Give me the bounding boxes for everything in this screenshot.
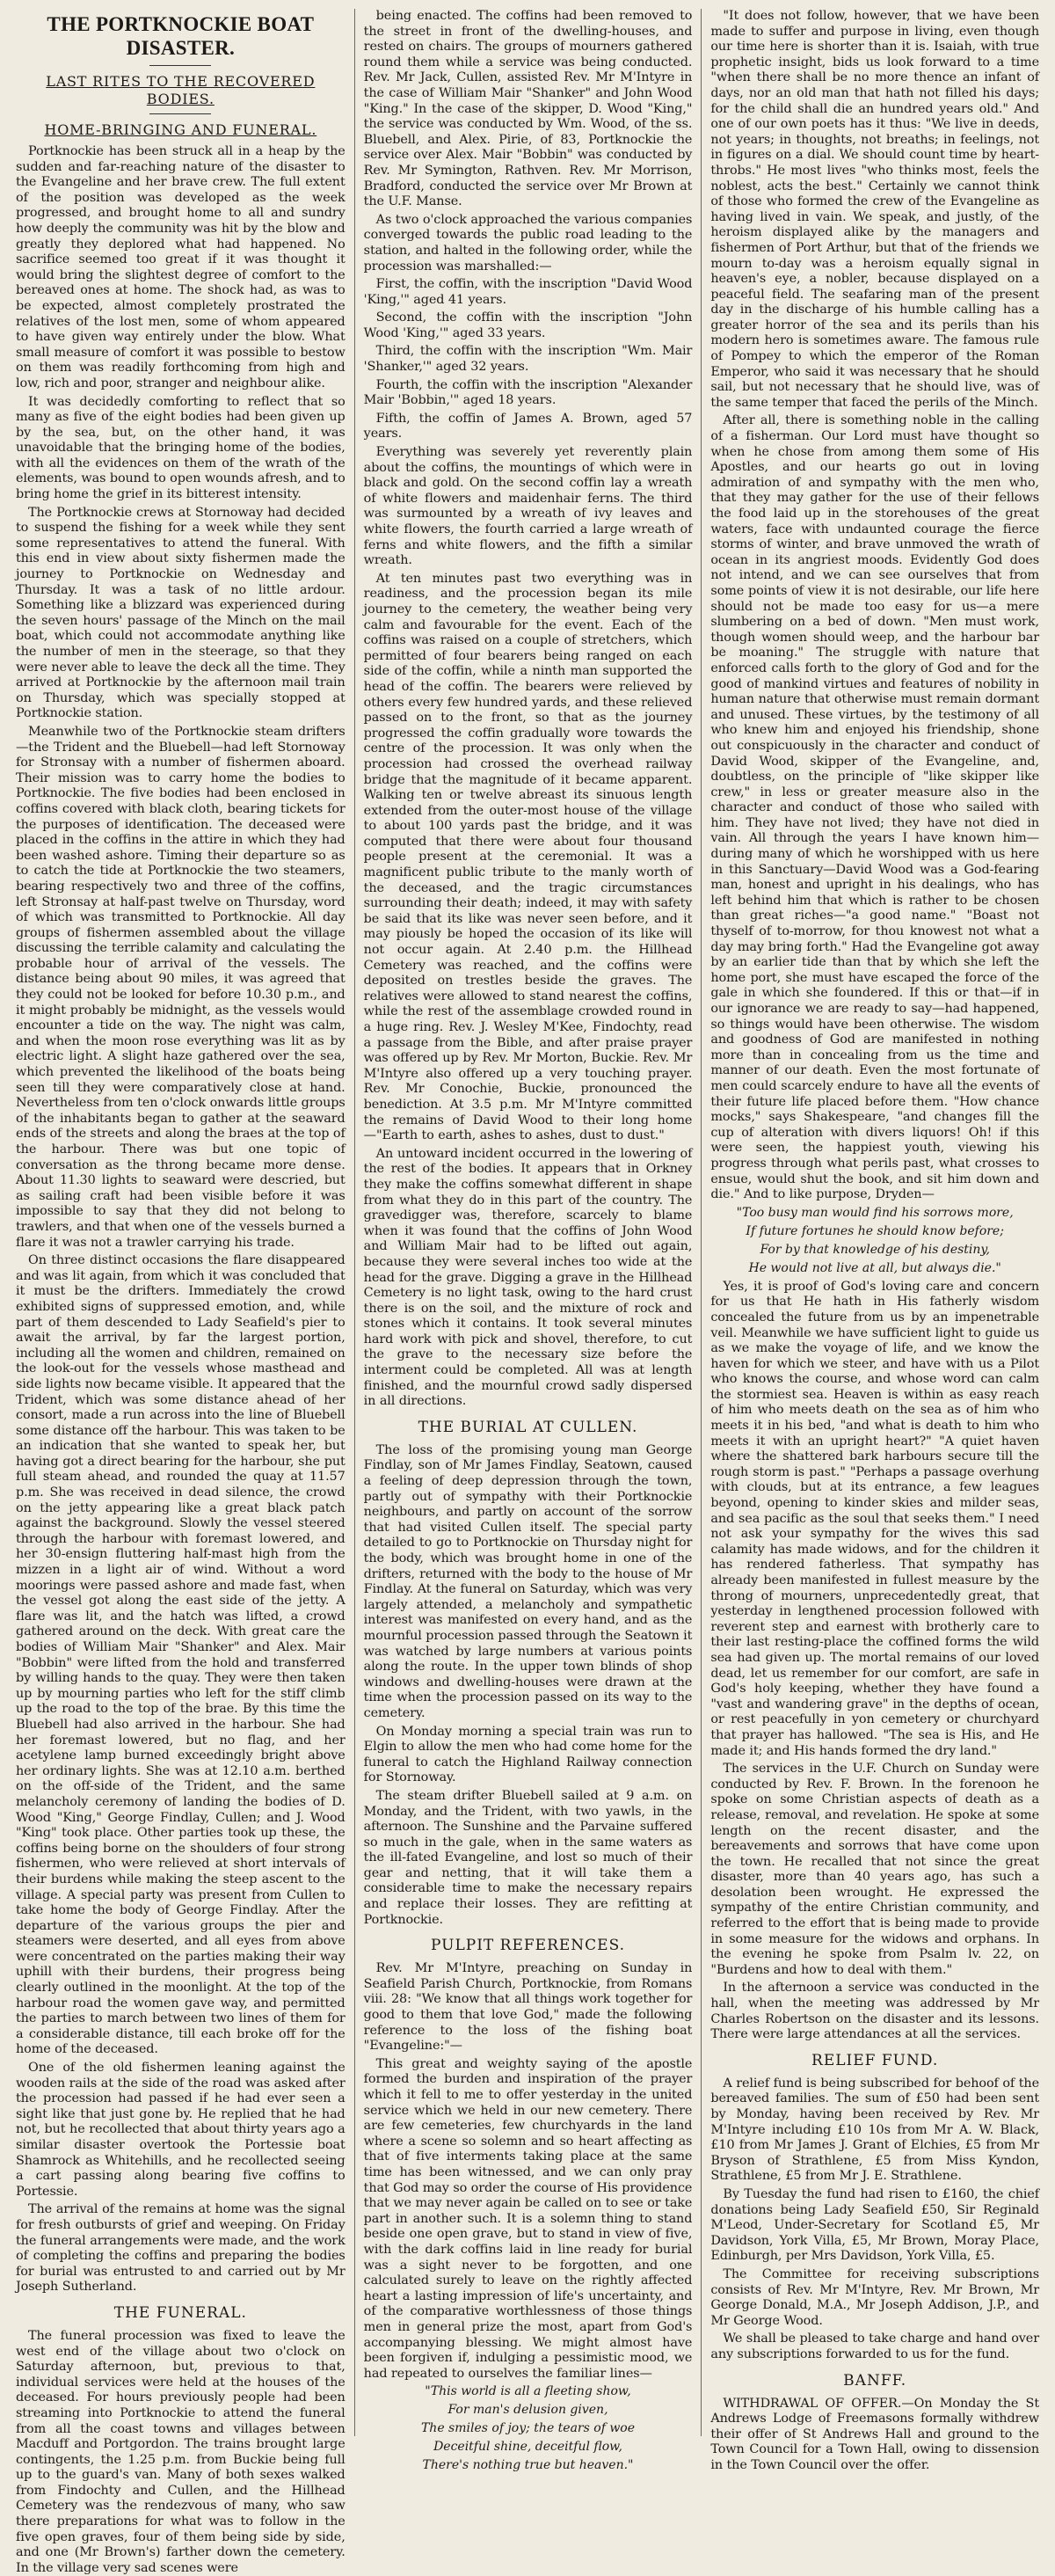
column-3	[701, 9, 1048, 2472]
paragraph: Portknockie has been struck all in a heap by the sudden and far-reaching nature of the disaster to the Evangeline and her brave crew. The full extent of the position was developed as the week progressed, and brought home to all and sundry how deeply the community was hit by the blow and greatly they deplored what had happened. No sacrifice seemed too great if it was thought it would bring the slightest degree of comfort to the bereaved ones at home. The shock had, as was to be expected, almost completely prostrated the relatives of the lost men, some of whom appeared to have given way entirely under the blow. What small measure of comfort it was possible to bestow on them was readily forthcoming from high and low, rich and poor, stranger and neighbour alike.	[16, 144, 346, 390]
paragraph: being enacted. The coffins had been removed to the street in front of the dwelling-houses, and rested on chairs. The groups of mourners gathered round them while a service was being conducted. Rev. Mr Jack, Cullen, assisted Rev. Mr M'Intyre in the case of William Mair "Shanker" and John Wood "King." In the case of the skipper, D. Wood "King," the service was conducted by Wm. Wood, of the ss. Bluebell, and Alex. Pirie, of 83, Portknockie the service over Alex. Mair "Bobbin" was conducted by Rev. Mr Symington, Rathven. Rev. Mr Morrison, Bradford, conducted the service over Mr Brown at the U.F. Manse.	[363, 9, 693, 209]
paragraph: The steam drifter Bluebell sailed at 9 a.m. on Monday, and the Trident, with two yawls, in the afternoon. The Sunshine and the Parvaine suffered so much in the gale, when in the same waters as the ill-fated Evangeline, and lost so much of their gear and netting, that it will take them a considerable time to make the necessary repairs and replace their losses. They are refitting at Portknockie.	[363, 1788, 693, 1927]
paragraph: The funeral procession was fixed to leave the west end of the village about two o'clock on Saturday afternoon, but, previous to that, individual services were held at the houses of the deceased. For hours previously people had been streaming into Portknockie to attend the funeral from all the coast towns and villages between Macduff and Portgordon. The trains brought large contingents, the 1.25 p.m. from Buckie being full up to the guard's van. Many of both sexes walked from Findochty and Cullen, and the Hillhead Cemetery was the rendezvous of many, who saw there preparations for what was to follow in the five open graves, four of them being side by side, and one (Mr Brown's) farther down the cemetery. In the village very sad scenes were	[16, 2328, 346, 2575]
paragraph: At ten minutes past two everything was in readiness, and the procession began its mile journey to the cemetery, the weather being very calm and favourable for the event. Each of the coffins was raised on a couple of stretchers, which permitted of four bearers being ranged on each side of the coffin, while a ninth man supported the head of the coffin. The bearers were relieved by others every few hundred yards, and these relieved passed on to the front, so that as the journey progressed the coffin gradually wore towards the centre of the procession. It was only when the procession had crossed the overhead railway bridge that the magnitude of it became apparent. Walking ten or twelve abreast its sinuous length extended from the outer-most house of the village to about 100 yards past the bridge, and it was computed that there were about four thousand people present at the ceremonial. It was a magnificent public tribute to the manly worth of the deceased, and the tragic circumstances surrounding their death; indeed, it may with safety be said that its like was never seen before, and it may piously be hoped the occasion of its like will not occur again. At 2.40 p.m. the Hillhead Cemetery was reached, and the coffins were deposited on trestles beside the graves. The relatives were allowed to stand nearest the coffins, while the rest of the assemblage crowded round in a huge ring. Rev. J. Wesley M'Kee, Findochty, read a passage from the Bible, and after praise prayer was offered up by Rev. Mr Morton, Buckie. Rev. Mr M'Intyre also offered up a very touching prayer. Rev. Mr Conochie, Buckie, pronounced the benediction. At 3.5 p.m. Mr M'Intyre committed the remains of David Wood to their long home—"Earth to earth, ashes to ashes, dust to dust."	[363, 571, 693, 1143]
coffin-inscription: Third, the coffin with the inscription "Wm. Mair 'Shanker,'" aged 32 years.	[363, 344, 693, 375]
coffin-inscription: First, the coffin, with the inscription "David Wood 'King,'" aged 41 years.	[363, 277, 693, 307]
paragraph: Meanwhile two of the Portknockie steam drifters—the Trident and the Bluebell—had left Stornoway for Stronsay with a number of fishermen aboard. Their mission was to carry home the bodies to Portknockie. The five bodies had been enclosed in coffins covered with black cloth, bearing tickets for the purposes of identification. The deceased were placed in the coffins in the attire in which they had been washed ashore. Timing their departure so as to catch the tide at Portknockie the two steamers, bearing respectively two and three of the coffins, left Stronsay at half-past twelve on Thursday, word of which was transmitted to Portknockie. All day groups of fishermen assembled about the village discussing the terrible calamity and calculating the probable hour of arrival of the vessels. The distance being about 90 miles, it was agreed that they could not be looked for before 10.30 p.m., and it might probably be midnight, as the vessels would encounter a tide on the way. The night was calm, and when the moon rose everything was lit as by electric light. A slight haze gathered over the sea, which prevented the likelihood of the boats being seen till they were comparatively close at hand. Nevertheless from ten o'clock onwards little groups of the inhabitants began to gather at the seaward ends of the streets and along the braes at the top of the harbour. There was but one topic of conversation as the throng became more dense. About 11.30 lights to seaward were descried, but as sailing craft had been visible before it was impossible to say that they did not belong to trawlers, and that when one of the vessels burned a flare it was not a trawler carrying his trade.	[16, 724, 346, 1250]
paragraph: On three distinct occasions the flare disappeared and was lit again, from which it was concluded that it must be the drifters. Immediately the crowd exhibited signs of suppressed emotion, and, while part of them descended to Lady Seafield's pier to await the arrival, by far the largest portion, including all the women and children, remained on the look-out for the vessels whose masthead and side lights now became visible. It appeared that the Trident, which was some distance ahead of her consort, made a run across into the line of Bluebell some distance off the harbour. This was taken to be an indication that she wanted to speak her, but having got a direct bearing for the harbour, she put full steam ahead, and rounded the quay at 11.57 p.m. She was received in dead silence, the crowd on the jetty appearing like a great black patch against the background. Slowly the vessel steered through the harbour with foremast lowered, and her 30-ensign fluttering half-mast high from the mizzen in a light air of wind. Without a word moorings were passed ashore and made fast, when the vessel got along the east side of the jetty. A flare was lit, and the hatch was lifted, a crowd gathered around on the deck. With great care the bodies of William Mair "Shanker" and Alex. Mair "Bobbin" were lifted from the hold and transferred by willing hands to the quay. They were then taken up by mourning parties who left for the stiff climb up the road to the top of the brae. By this time the Bluebell had also arrived in the harbour. She had her foremast lowered, but no flag, and her acetylene lamp burned exceedingly bright above her ordinary lights. She was at 12.10 a.m. berthed on the off-side of the Trident, and the same melancholy ceremony of landing the bodies of D. Wood "King," George Findlay, Cullen; and J. Wood "King" took place. Other parties took up these, the coffins being borne on the shoulders of four strong fishermen, who were relieved at short intervals of their burdens while making the steep ascent to the village. A special party was present from Cullen to take home the body of George Findlay. After the departure of the various groups the pier and steamers were deserted, and all eyes from above were concentrated on the parties making their way uphill with their burdens, their progress being clearly outlined in the moonlight. At the top of the harbour road the women gave way, and permitted the parties to march between two lines of them for a considerable distance, till each broke off for the home of the deceased.	[16, 1253, 346, 2057]
paragraph: The Portknockie crews at Stornoway had decided to suspend the fishing for a week while they sent some representatives to attend the funeral. With this end in view about sixty fishermen made the journey to Portknockie on Wednesday and Thursday. It was a task of no little ardour. Something like a blizzard was experienced during the seven hours' passage of the Minch on the mail boat, which could not accommodate anything like the number of men in the steerage, so that they were never able to leave the deck all the time. They arrived at Portknockie by the afternoon mail train on Thursday, which was specially stopped at Portknockie station.	[16, 505, 346, 721]
banff-heading: BANFF.	[843, 2371, 907, 2390]
verse-line: For man's delusion given,	[447, 2403, 608, 2418]
paragraph: In the afternoon a service was conducted in the hall, when the meeting was addressed by Mr Charles Robertson on the disaster and its lessons. There were large attendances at all the services.	[710, 1981, 1040, 2042]
subheading-rule	[149, 113, 211, 114]
verse-line: There's nothing true but heaven."	[422, 2458, 634, 2473]
last-rites-subheading: LAST RITES TO THE RECOVERED BODIES.	[46, 73, 316, 107]
paragraph: One of the old fishermen leaning against the wooden rails at the side of the road was asked after the procession had passed if he had ever seen a sight like that just gone by. He replied that he had not, but he recollected that about thirty years ago a similar disaster overtook the Portessie boat Shamrock as Whitehills, and he recollected seeing a cart passing along bearing five coffins to Portessie.	[16, 2061, 346, 2199]
verse-line: The smiles of joy; the tears of woe	[420, 2421, 636, 2436]
paragraph: This great and weighty saying of the apostle formed the burden and inspiration of the prayer which it fell to me to offer yesterday in the united service which we held in our new cemetery. There are few cemeteries, few churchyards in the land where a scene so solemn and so heart affecting as that of five interments taking place at the same time has been witnessed, and we can only pray that God may so order the course of His providence that we may never again be called on to see or take part in another such. It is a solemn thing to stand beside one open grave, but to stand in view of five, with the dark coffins laid in line ready for burial was a sight never to be forgotten, and one calculated surely to leave on the rightly affected heart a lasting impression of life's uncertainty, and of the comparative worthlessness of those things men in general prize the most, apart from God's accompanying blessing. We might almost have been forgiven if, indulging a pessimistic mood, we had repeated to ourselves the familiar lines—	[363, 2056, 693, 2381]
coffin-inscription: Fourth, the coffin with the inscription "Alexander Mair 'Bobbin,'" aged 18 years.	[363, 377, 693, 408]
column-2	[354, 9, 702, 2473]
paragraph: After all, there is something noble in the calling of a fisherman. Our Lord must have thought so when he chose from among them some of His Apostles, and our hearts go out in loving admiration of and sympathy with the men who, that they may gather for the use of their fellows the food laid up in the storehouses of the great waters, face with undaunted courage the fierce storms of winter, and brave unmoved the wrath of ocean in its angriest moods. Evidently God does not intend, and we can see ourselves that from some points of view it is not desirable, our life here should not be made too easy for us—a mere slumbering on a bed of down. "Men must work, though women should weep, and the harbour bar be moaning." The struggle with nature that enforced calls forth to the glory of God and for the good of mankind virtues and features of nobility in human nature that otherwise must remain dormant and unused. These virtues, by the testimony of all who knew him and enjoyed his friendship, shone out conspicuously in the character and conduct of David Wood, skipper of the Evangeline, and, doubtless, on the principle of "like skipper like crew," in less or greater measure also in the character and conduct of those who sailed with him. They have not lived; they have not died in vain. All through the years I have known him—during many of which he worshipped with us here in this Sanctuary—David Wood was a God-fearing man, honest and upright in his dealings, who has left behind him that which is rather to be chosen than great riches—"a good name." "Boast not thyself of to-morrow, for thou knowest not what a day may bring forth." Had the Evangeline got away by an earlier tide than that by which she left the home port, she must have escaped the force of the gale in which she foundered. If this or that—if in our ignorance we are ready to say—had happened, so things would have been otherwise. The wisdom and goodness of God are manifested in nothing more than in concealing from us the time and manner of our death. Even the most fortunate of men could scarcely endure to have all the events of their future life placed before them. "How chance mocks," says Shakespeare, "and changes fill the cup of alteration with divers liquors! Oh! if this were seen, the happiest youth, viewing his progress through what perils past, what crosses to ensue, would shut the book, and sit him down and die." And to like purpose, Dryden—	[710, 413, 1040, 1202]
verse-line: "Too busy man would find his sorrows more,	[736, 1205, 1014, 1220]
homebringing-subheading: HOME-BRINGING AND FUNERAL.	[44, 121, 317, 138]
paragraph: On Monday morning a special train was run to Elgin to allow the men who had come home for the funeral to catch the Highland Railway connection for Stornoway.	[363, 1724, 693, 1785]
paragraph: The loss of the promising young man George Findlay, son of Mr James Findlay, Seatown, caused a feeling of deep depression through the town, partly out of sympathy with their Portknockie neighbours, and partly on account of the sorrow that had visited Cullen itself. The special party detailed to go to Portknockie on Thursday night for the body, which was brought home in one of the drifters, returned with the body to the house of Mr Findlay. At the funeral on Saturday, which was very largely attended, a melancholy and sympathetic interest was manifested on every hand, and as the mournful procession passed through the Seatown it was watched by large numbers at various points along the route. In the upper town blinds of shop windows and dwelling-houses were drawn at the time when the procession passed on its way to the cemetery.	[363, 1442, 693, 1720]
coffin-inscription: Fifth, the coffin of James A. Brown, aged 57 years.	[363, 411, 693, 441]
paragraph: By Tuesday the fund had risen to £160, the chief donations being Lady Seafield £50, Sir Reginald M'Leod, Under-Secretary for Scotland £5, Mr Davidson, York Villa, £5, Mr Brown, Moray Place, Edinburgh, per Mrs Davidson, York Villa, £5.	[710, 2186, 1040, 2264]
paragraph: Rev. Mr M'Intyre, preaching on Sunday in Seafield Parish Church, Portknockie, from Romans viii. 28: "We know that all things work together for good to them that love God," made the following reference to the loss of the fishing boat "Evangeline:"—	[363, 1961, 693, 2054]
verse-line: Deceitful shine, deceitful flow,	[433, 2440, 622, 2455]
coffin-inscription: Second, the coffin with the inscription "John Wood 'King,'" aged 33 years.	[363, 310, 693, 340]
article-headline: THE PORTKNOCKIE BOAT DISASTER.	[47, 13, 315, 59]
verse-line: For by that knowledge of his destiny,	[760, 1242, 990, 1257]
paragraph: Everything was severely yet reverently plain about the coffins, the mountings of which were in black and gold. On the second coffin lay a wreath of white flowers and maidenhair ferns. The third was surmounted by a wreath of ivy leaves and white flowers, the fourth carried a large wreath of ferns and white flowers, and the fifth a similar wreath.	[363, 445, 693, 568]
article-columns	[7, 9, 1048, 2575]
paragraph: The services in the U.F. Church on Sunday were conducted by Rev. F. Brown. In the forenoon he spoke on some Christian aspects of death as a release, removal, and revelation. He spoke at some length on the recent disaster, and the bereavements and sorrows that have come upon the town. He recalled that not since the great disaster, more than 40 years ago, has such a desolation been wrought. He expressed the sympathy of the entire Christian community, and referred to the effort that is being made to provide in some measure for the widows and orphans. In the evening he spoke from Psalm lv. 22, on "Burdens and how to deal with them."	[710, 1762, 1040, 1977]
paragraph: The arrival of the remains at home was the signal for fresh outbursts of grief and weeping. On Friday the funeral arrangements were made, and the work of completing the coffins and preparing the bodies for burial was entrusted to and carried out by Mr Joseph Sutherland.	[16, 2202, 346, 2295]
pulpit-heading: PULPIT REFERENCES.	[431, 1937, 626, 1955]
paragraph: "It does not follow, however, that we have been made to suffer and purpose in living, even though our time here is shorter than it is. Isaiah, with true prophetic insight, bids us look forward to a time "when there shall be no more thence an infant of days, nor an old man that hath not filled his days; for the child shall die an hundred years old." And one of our own poets has it thus: "We live in deeds, not years; in thoughts, not breaths; in feelings, not in figures on a dial. We should count time by heart-throbs." He most lives "who thinks most, feels the noblest, acts the best." Certainly we cannot think of those who formed the crew of the Evangeline as having lived in vain. We speak, and justly, of the heroism displayed alike by the managers and fishermen of Port Arthur, but that of the friends we mourn to-day was a heroism equally signal in heaven's eye, a nobler, because displayed on a peaceful field. The seafaring man of the present day in the discharge of his humble calling has a greater horror of the sea and its perils than his modern hero is sometimes aware. The famous rule of Pompey to which the emperor of the Roman Emperor, who said it was necessary that he should sail, but not necessary that he should live, was of the same temper that faced the perils of the Minch.	[710, 9, 1040, 410]
relief-fund-heading: RELIEF FUND.	[811, 2051, 939, 2069]
column-1	[7, 9, 354, 2575]
paragraph: A relief fund is being subscribed for behoof of the bereaved families. The sum of £50 had been sent by Monday, having been received by Rev. Mr M'Intyre including £10 10s from Mr A. W. Black, £10 from Mr James J. Grant of Elchies, £5 from Mr Bryson of Strathlene, £5 from Miss Kyndon, Strathlene, £5 from Mr J. E. Strathlene.	[710, 2076, 1040, 2184]
heading-rule	[149, 65, 211, 66]
paragraph: We shall be pleased to take charge and hand over any subscriptions forwarded to us for the fund.	[710, 2332, 1040, 2361]
paragraph: As two o'clock approached the various companies converged towards the public road leading to the station, and halted in the following order, while the procession was marshalled:—	[363, 212, 693, 274]
paragraph: It was decidedly comforting to reflect that so many as five of the eight bodies had been given up by the sea, but, on the other hand, it was unavoidable that the bringing home of the bodies, with all the evidences on them of the wrath of the elements, was bound to open wounds afresh, and to bring home the grief in its bitterest intensity.	[16, 394, 346, 502]
paragraph: The Committee for receiving subscriptions consists of Rev. Mr M'Intyre, Rev. Mr Brown, Mr George Donald, M.A., Mr Joseph Addison, J.P., and Mr George Wood.	[710, 2266, 1040, 2328]
paragraph: WITHDRAWAL OF OFFER.—On Monday the St Andrews Lodge of Freemasons formally withdrew their offer of St Andrews Hall and ground to the Town Council for a Town Hall, owing to dissension in the Town Council over the offer.	[710, 2396, 1040, 2472]
verse-line: He would not live at all, but always die."	[748, 1260, 1001, 1275]
verse-line: If future fortunes he should know before;	[746, 1223, 1004, 1238]
funeral-heading: THE FUNERAL.	[113, 2303, 247, 2322]
paragraph: Yes, it is proof of God's loving care and concern for us that He hath in His fatherly wisdom concealed the future from us by an impenetrable veil. Meanwhile we have sufficient light to guide us as we make the voyage of life, and we know the haven for which we steer, and have with us a Pilot who knows the course, and whose word can calm the stormiest sea. Heaven is within as easy reach of him who meets death on the sea as of him who meets it in his bed, "and what is death to him who meets it with an upright heart?" "A quiet haven where the shattered bark harbours secure till the rough storm is past." "Perhaps a passage overhung with clouds, but at its entrance, a few leagues beyond, opening to kinder skies and milder seas, and sea pacific as the soul that seeks them." I need not ask your sympathy for the wives this sad calamity has made widows, and for the children it has rendered fatherless. That sympathy has already been manifested in fullest measure by the throng of mourners, unprecedentedly great, that yesterday in lengthened procession followed with reverent step and earnest with brotherly care to their last resting-place the coffined forms the wild sea had given up. The mortal remains of our loved dead, let us remember for our comfort, are safe in God's holy keeping, whether they have found a "vast and wandering grave" in the depths of ocean, or rest peacefully in yon cemetery or churchyard that prayer has hallowed. "The sea is His, and He made it; and His hands formed the dry land."	[710, 1279, 1040, 1758]
paragraph: An untoward incident occurred in the lowering of the rest of the bodies. It appears that in Orkney they make the coffins somewhat different in shape from what they do in this part of the country. The gravedigger was, therefore, scarcely to blame when it was found that the coffins of John Wood and William Mair had to be lifted out again, because they were several inches too wide at the head for the grave. Digging a grave in the Hillhead Cemetery is no light task, owing to the hard crust there is on the soil, and the mixture of rock and stones which it contains. It took several minutes hard work with pick and shovel, therefore, to cut the grave to the necessary size before the interment could be completed. All was at length finished, and the mournful crowd sadly dispersed in all directions.	[363, 1146, 693, 1409]
verse-line: "This world is all a fleeting show,	[425, 2384, 631, 2399]
cullen-heading: THE BURIAL AT CULLEN.	[418, 1418, 638, 1436]
